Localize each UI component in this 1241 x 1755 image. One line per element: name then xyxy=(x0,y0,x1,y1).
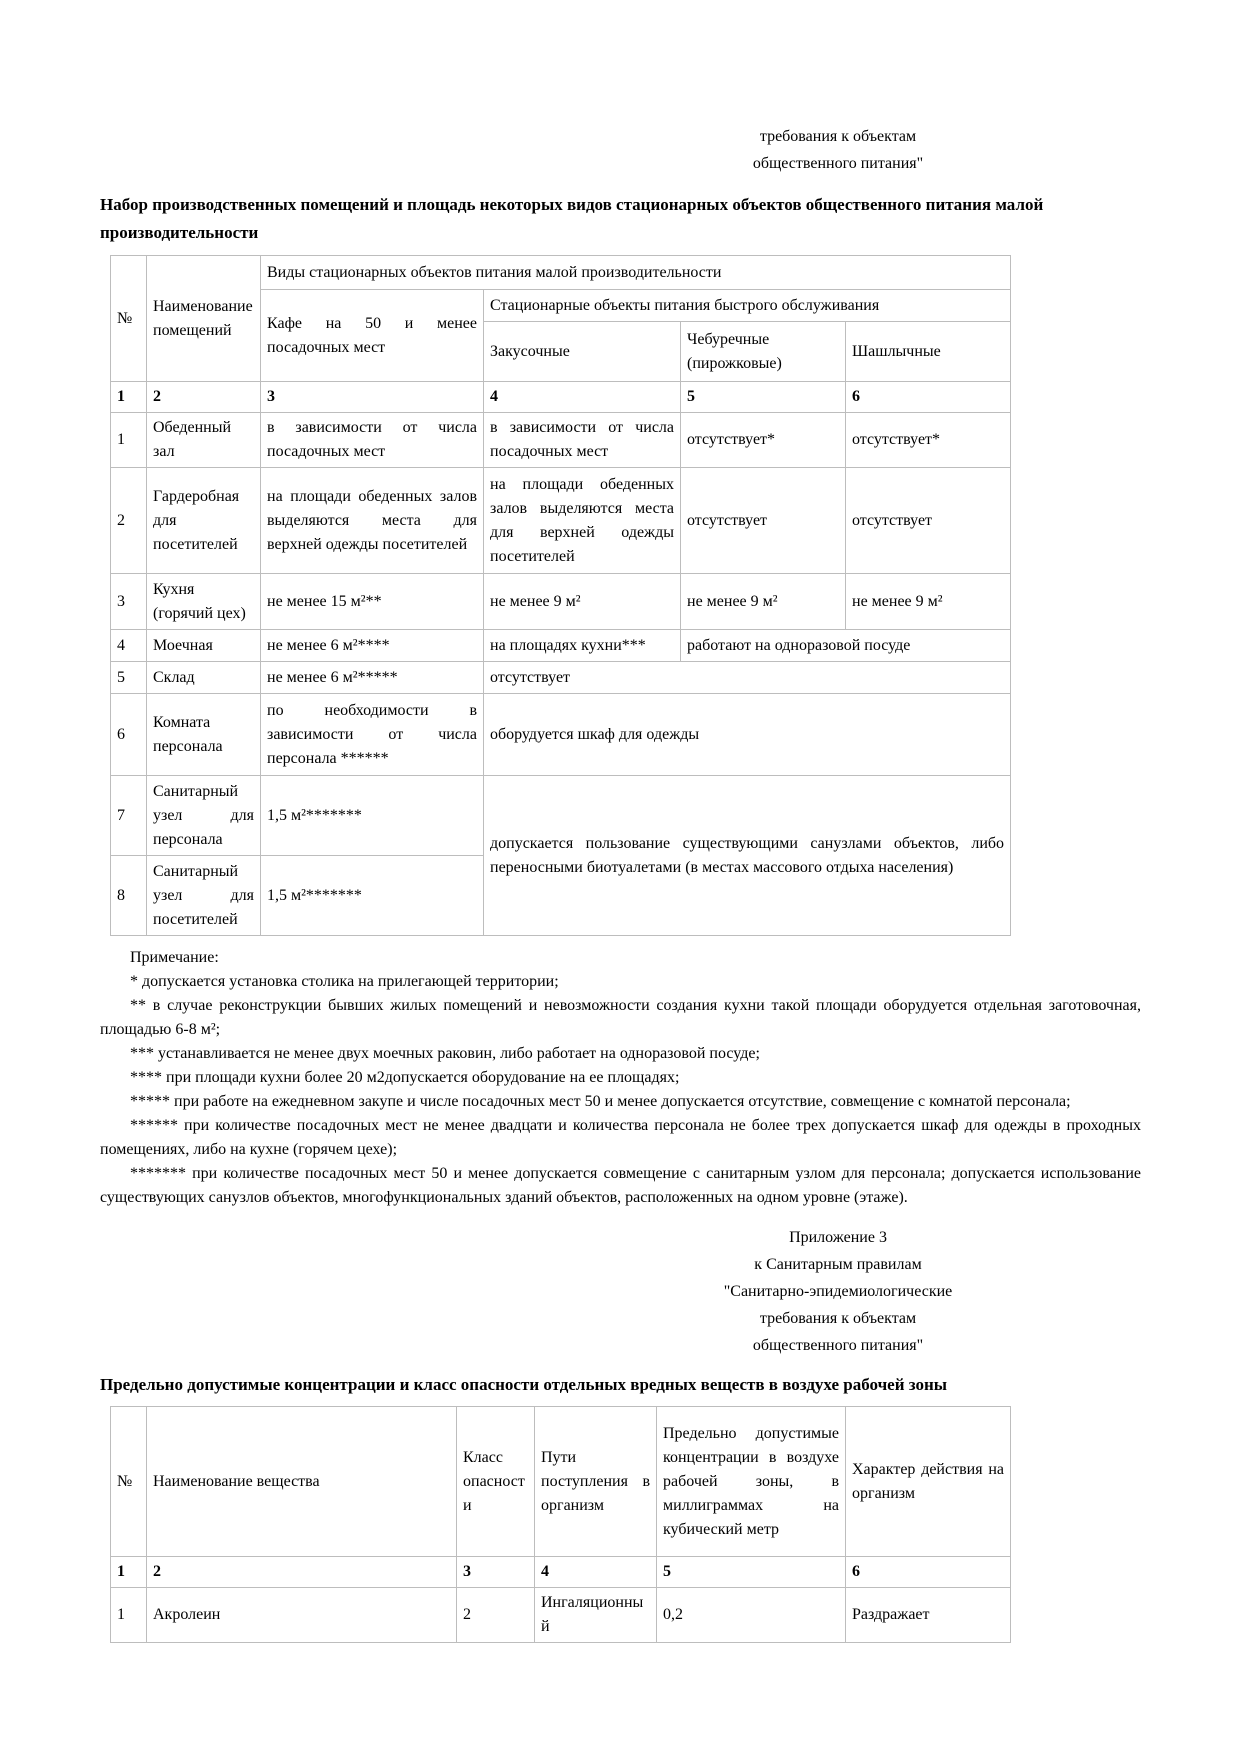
index-cell: 3 xyxy=(261,382,484,413)
effect-cell: Раздражает xyxy=(846,1588,1011,1643)
col-header-hazard-class: Класс опасности xyxy=(457,1407,535,1557)
table-row xyxy=(111,256,1011,290)
table-row xyxy=(111,776,1011,856)
table-row xyxy=(111,694,1011,776)
room-name-cell: Санитарный узел для персонала xyxy=(147,776,261,856)
index-cell: 2 xyxy=(147,382,261,413)
col-header-num: № xyxy=(111,1407,147,1557)
appendix-line: требования к объектам xyxy=(759,1310,917,1327)
cafe-cell: 1,5 м²******* xyxy=(261,856,484,936)
snack-cell: на площадях кухни*** xyxy=(484,630,681,662)
index-cell: 1 xyxy=(111,1557,147,1588)
header-continuation-line: общественного питания" xyxy=(752,155,924,172)
row-num-cell: 5 xyxy=(111,662,147,694)
table2-title: Предельно допустимые концентрации и класс опасности отдельных вредных веществ в воздухе рабочей зоны xyxy=(100,1375,948,1394)
entry-route-cell: Ингаляционный xyxy=(535,1588,657,1643)
index-cell: 5 xyxy=(657,1557,846,1588)
merged-cell: оборудуется шкаф для одежды xyxy=(484,694,1011,776)
room-name-cell: Моечная xyxy=(147,630,261,662)
room-name-cell: Комната персонала xyxy=(147,694,261,776)
col-header-cheburek: Чебуречные (пирожковые) xyxy=(681,322,846,382)
row-num-cell: 4 xyxy=(111,630,147,662)
merged-cell: допускается пользование существующими санузлами объектов, либо переносными биотуалетами (в местах массового отдыха населения) xyxy=(484,776,1011,936)
snack-cell: на площади обеденных залов выделяются места для верхней одежды посетителей xyxy=(484,468,681,574)
note-line: ******* при количестве посадочных мест 50 и менее допускается совмещение с санитарным узлом для персонала; допускается использование существующих санузлов объектов, многофункциональных зданий объектов, расположенных на одном уровне (этаже). xyxy=(100,1165,1141,1206)
index-cell: 4 xyxy=(535,1557,657,1588)
table-row xyxy=(111,630,1011,662)
cafe-cell: в зависимости от числа посадочных мест xyxy=(261,413,484,468)
col-header-cafe: Кафе на 50 и менее посадочных мест xyxy=(261,290,484,382)
cafe-cell: на площади обеденных залов выделяются места для верхней одежды посетителей xyxy=(261,468,484,574)
table-row xyxy=(111,1588,1011,1643)
index-cell: 6 xyxy=(846,382,1011,413)
table-row xyxy=(111,413,1011,468)
col-header-name: Наименование помещений xyxy=(147,256,261,382)
note-line: * допускается установка столика на прилегающей территории; xyxy=(130,973,559,990)
col-header-effect: Характер действия на организм xyxy=(846,1407,1011,1557)
notes-section xyxy=(100,946,1141,1210)
index-cell: 6 xyxy=(846,1557,1011,1588)
col-header-entry-route: Пути поступления в организм xyxy=(535,1407,657,1557)
snack-cell: в зависимости от числа посадочных мест xyxy=(484,413,681,468)
merged-cell: работают на одноразовой посуде xyxy=(681,630,1011,662)
appendix-line: "Санитарно-эпидемиологические xyxy=(723,1283,953,1300)
note-line: *** устанавливается не менее двух моечных раковин, либо работает на одноразовой посуде; xyxy=(130,1045,760,1062)
note-line: **** при площади кухни более 20 м2допускается оборудование на ее площадях; xyxy=(130,1069,680,1086)
merged-cell: отсутствует xyxy=(484,662,1011,694)
col-header-shashlik: Шашлычные xyxy=(846,322,1011,382)
cafe-cell: не менее 6 м²***** xyxy=(261,662,484,694)
cheburek-cell: отсутствует xyxy=(681,468,846,574)
header-continuation-line: требования к объектам xyxy=(759,128,917,145)
room-name-cell: Обеденный зал xyxy=(147,413,261,468)
row-num-cell: 6 xyxy=(111,694,147,776)
cheburek-cell: отсутствует* xyxy=(681,413,846,468)
room-name-cell: Кухня (горячий цех) xyxy=(147,574,261,630)
shashlik-cell: отсутствует* xyxy=(846,413,1011,468)
index-cell: 3 xyxy=(457,1557,535,1588)
col-header-types-group: Виды стационарных объектов питания малой производительности xyxy=(261,256,1011,290)
index-cell: 5 xyxy=(681,382,846,413)
cafe-cell: не менее 15 м²** xyxy=(261,574,484,630)
table1-title: Набор производственных помещений и площадь некоторых видов стационарных объектов общественного питания малой производительности xyxy=(100,195,1044,242)
appendix-line: к Санитарным правилам xyxy=(754,1256,922,1273)
row-num-cell: 3 xyxy=(111,574,147,630)
header-continuation xyxy=(673,123,1003,177)
col-header-substance: Наименование вещества xyxy=(147,1407,457,1557)
table-row xyxy=(111,574,1011,630)
shashlik-cell: отсутствует xyxy=(846,468,1011,574)
col-header-mac: Предельно допустимые концентрации в воздухе рабочей зоны, в миллиграммах на кубический метр xyxy=(657,1407,846,1557)
note-line: ** в случае реконструкции бывших жилых помещений и невозможности создания кухни такой площади оборудуется отдельная заготовочная, площадью 6-8 м²; xyxy=(100,997,1141,1038)
room-name-cell: Санитарный узел для посетителей xyxy=(147,856,261,936)
row-num-cell: 1 xyxy=(111,1588,147,1643)
index-cell: 1 xyxy=(111,382,147,413)
note-label: Примечание: xyxy=(130,949,219,966)
table-row xyxy=(111,468,1011,574)
index-cell: 4 xyxy=(484,382,681,413)
cheburek-cell: не менее 9 м² xyxy=(681,574,846,630)
room-name-cell: Гардеробная для посетителей xyxy=(147,468,261,574)
row-num-cell: 7 xyxy=(111,776,147,856)
table-index-row xyxy=(111,1557,1011,1588)
table-row xyxy=(111,662,1011,694)
hazard-class-cell: 2 xyxy=(457,1588,535,1643)
note-line: ***** при работе на ежедневном закупе и числе посадочных мест 50 и менее допускается отсутствие, совмещение с комнатой персонала; xyxy=(130,1093,1071,1110)
cafe-cell: по необходимости в зависимости от числа персонала ****** xyxy=(261,694,484,776)
row-num-cell: 1 xyxy=(111,413,147,468)
room-name-cell: Склад xyxy=(147,662,261,694)
substance-cell: Акролеин xyxy=(147,1588,457,1643)
table-index-row xyxy=(111,382,1011,413)
index-cell: 2 xyxy=(147,1557,457,1588)
col-header-fast-group: Стационарные объекты питания быстрого обслуживания xyxy=(484,290,1011,322)
mac-cell: 0,2 xyxy=(657,1588,846,1643)
shashlik-cell: не менее 9 м² xyxy=(846,574,1011,630)
note-line: ****** при количестве посадочных мест не менее двадцати и количества персонала не более трех допускается шкаф для одежды в проходных помещениях, либо на кухне (горячем цехе); xyxy=(100,1117,1141,1158)
appendix-heading xyxy=(673,1224,1003,1359)
table-row xyxy=(111,1407,1011,1557)
cafe-cell: 1,5 м²******* xyxy=(261,776,484,856)
cafe-cell: не менее 6 м²**** xyxy=(261,630,484,662)
col-header-snack: Закусочные xyxy=(484,322,681,382)
appendix-line: Приложение 3 xyxy=(789,1229,887,1246)
row-num-cell: 8 xyxy=(111,856,147,936)
substances-table xyxy=(110,1406,1011,1643)
facilities-table xyxy=(110,255,1011,936)
col-header-num: № xyxy=(111,256,147,382)
row-num-cell: 2 xyxy=(111,468,147,574)
snack-cell: не менее 9 м² xyxy=(484,574,681,630)
appendix-line: общественного питания" xyxy=(752,1337,924,1354)
